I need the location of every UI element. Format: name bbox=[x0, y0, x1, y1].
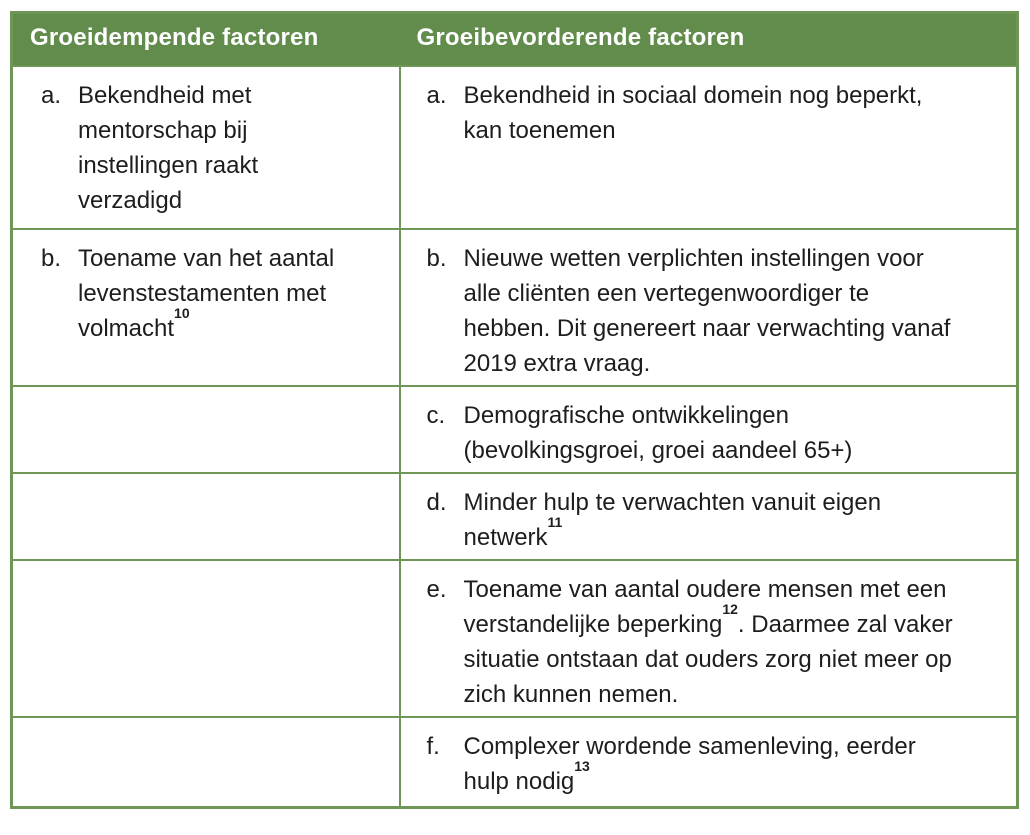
list-item-text: Complexer wordende samenleving, eerder hulp nodig$^{13}$ bbox=[463, 732, 916, 795]
list-item bbox=[427, 78, 962, 148]
list-item bbox=[427, 572, 962, 712]
cell-growth-damping bbox=[12, 66, 400, 229]
table-row bbox=[12, 717, 1018, 808]
list-item bbox=[427, 485, 962, 555]
footnote-reference: 10 bbox=[174, 304, 190, 321]
table-row bbox=[12, 473, 1018, 560]
list-item-text: Minder hulp te verwachten vanuit eigen netwerk$^{11}$ bbox=[463, 488, 882, 551]
list-item-text: Bekendheid in sociaal domein nog beperkt, kan toenemen bbox=[463, 81, 923, 144]
list-item-label: a. bbox=[41, 81, 62, 109]
footnote-reference: 12 bbox=[722, 600, 738, 617]
cell-growth-promoting bbox=[400, 229, 1018, 386]
cell-growth-damping bbox=[12, 560, 400, 717]
cell-growth-promoting bbox=[400, 560, 1018, 717]
list-item bbox=[427, 729, 962, 799]
list-item-text: Demografische ontwikkelingen (bevolkingsgroei, groei aandeel 65+) bbox=[463, 401, 853, 464]
list-item-label: d. bbox=[426, 488, 447, 516]
table-body bbox=[12, 66, 1018, 808]
table-row bbox=[12, 66, 1018, 229]
table-row bbox=[12, 229, 1018, 386]
table-header-row bbox=[12, 13, 1018, 66]
list-item-label: b. bbox=[41, 244, 62, 272]
list-item-text: Toename van aantal oudere mensen met een verstandelijke beperking$^{12}$. Daarmee zal vaker situatie ontstaan dat ouders zorg niet meer op zich kunnen nemen. bbox=[463, 575, 953, 708]
header-growth-damping-factors: Groeidempende factoren bbox=[12, 13, 400, 66]
cell-growth-promoting bbox=[400, 66, 1018, 229]
cell-growth-damping bbox=[12, 229, 400, 386]
cell-growth-damping bbox=[12, 717, 400, 808]
list-item bbox=[427, 398, 962, 468]
list-item-text: Nieuwe wetten verplichten instellingen voor alle cliënten een vertegenwoordiger te hebben. Dit genereert naar verwachting vanaf 2019 extra vraag. bbox=[463, 244, 951, 377]
list-item-label: e. bbox=[426, 575, 447, 603]
cell-growth-damping bbox=[12, 386, 400, 473]
list-item-label: b. bbox=[426, 244, 447, 272]
table-row bbox=[12, 560, 1018, 717]
cell-growth-promoting bbox=[400, 717, 1018, 808]
list-item bbox=[427, 241, 962, 381]
list-item bbox=[41, 78, 365, 218]
factors-table bbox=[10, 11, 1019, 809]
list-item-text: Toename van het aantal levenstestamenten met volmacht$^{10}$ bbox=[78, 244, 335, 342]
header-growth-promoting-factors: Groeibevorderende factoren bbox=[400, 13, 1018, 66]
cell-growth-promoting bbox=[400, 473, 1018, 560]
list-item-text: Bekendheid met mentorschap bij instellingen raakt verzadigd bbox=[78, 81, 259, 214]
cell-growth-damping bbox=[12, 473, 400, 560]
footnote-reference: 11 bbox=[547, 513, 563, 530]
list-item-label: a. bbox=[426, 81, 447, 109]
list-item-label: f. bbox=[426, 732, 440, 760]
footnote-reference: 13 bbox=[574, 757, 590, 774]
cell-growth-promoting bbox=[400, 386, 1018, 473]
list-item bbox=[41, 241, 365, 346]
list-item-label: c. bbox=[426, 401, 446, 429]
table-row bbox=[12, 386, 1018, 473]
